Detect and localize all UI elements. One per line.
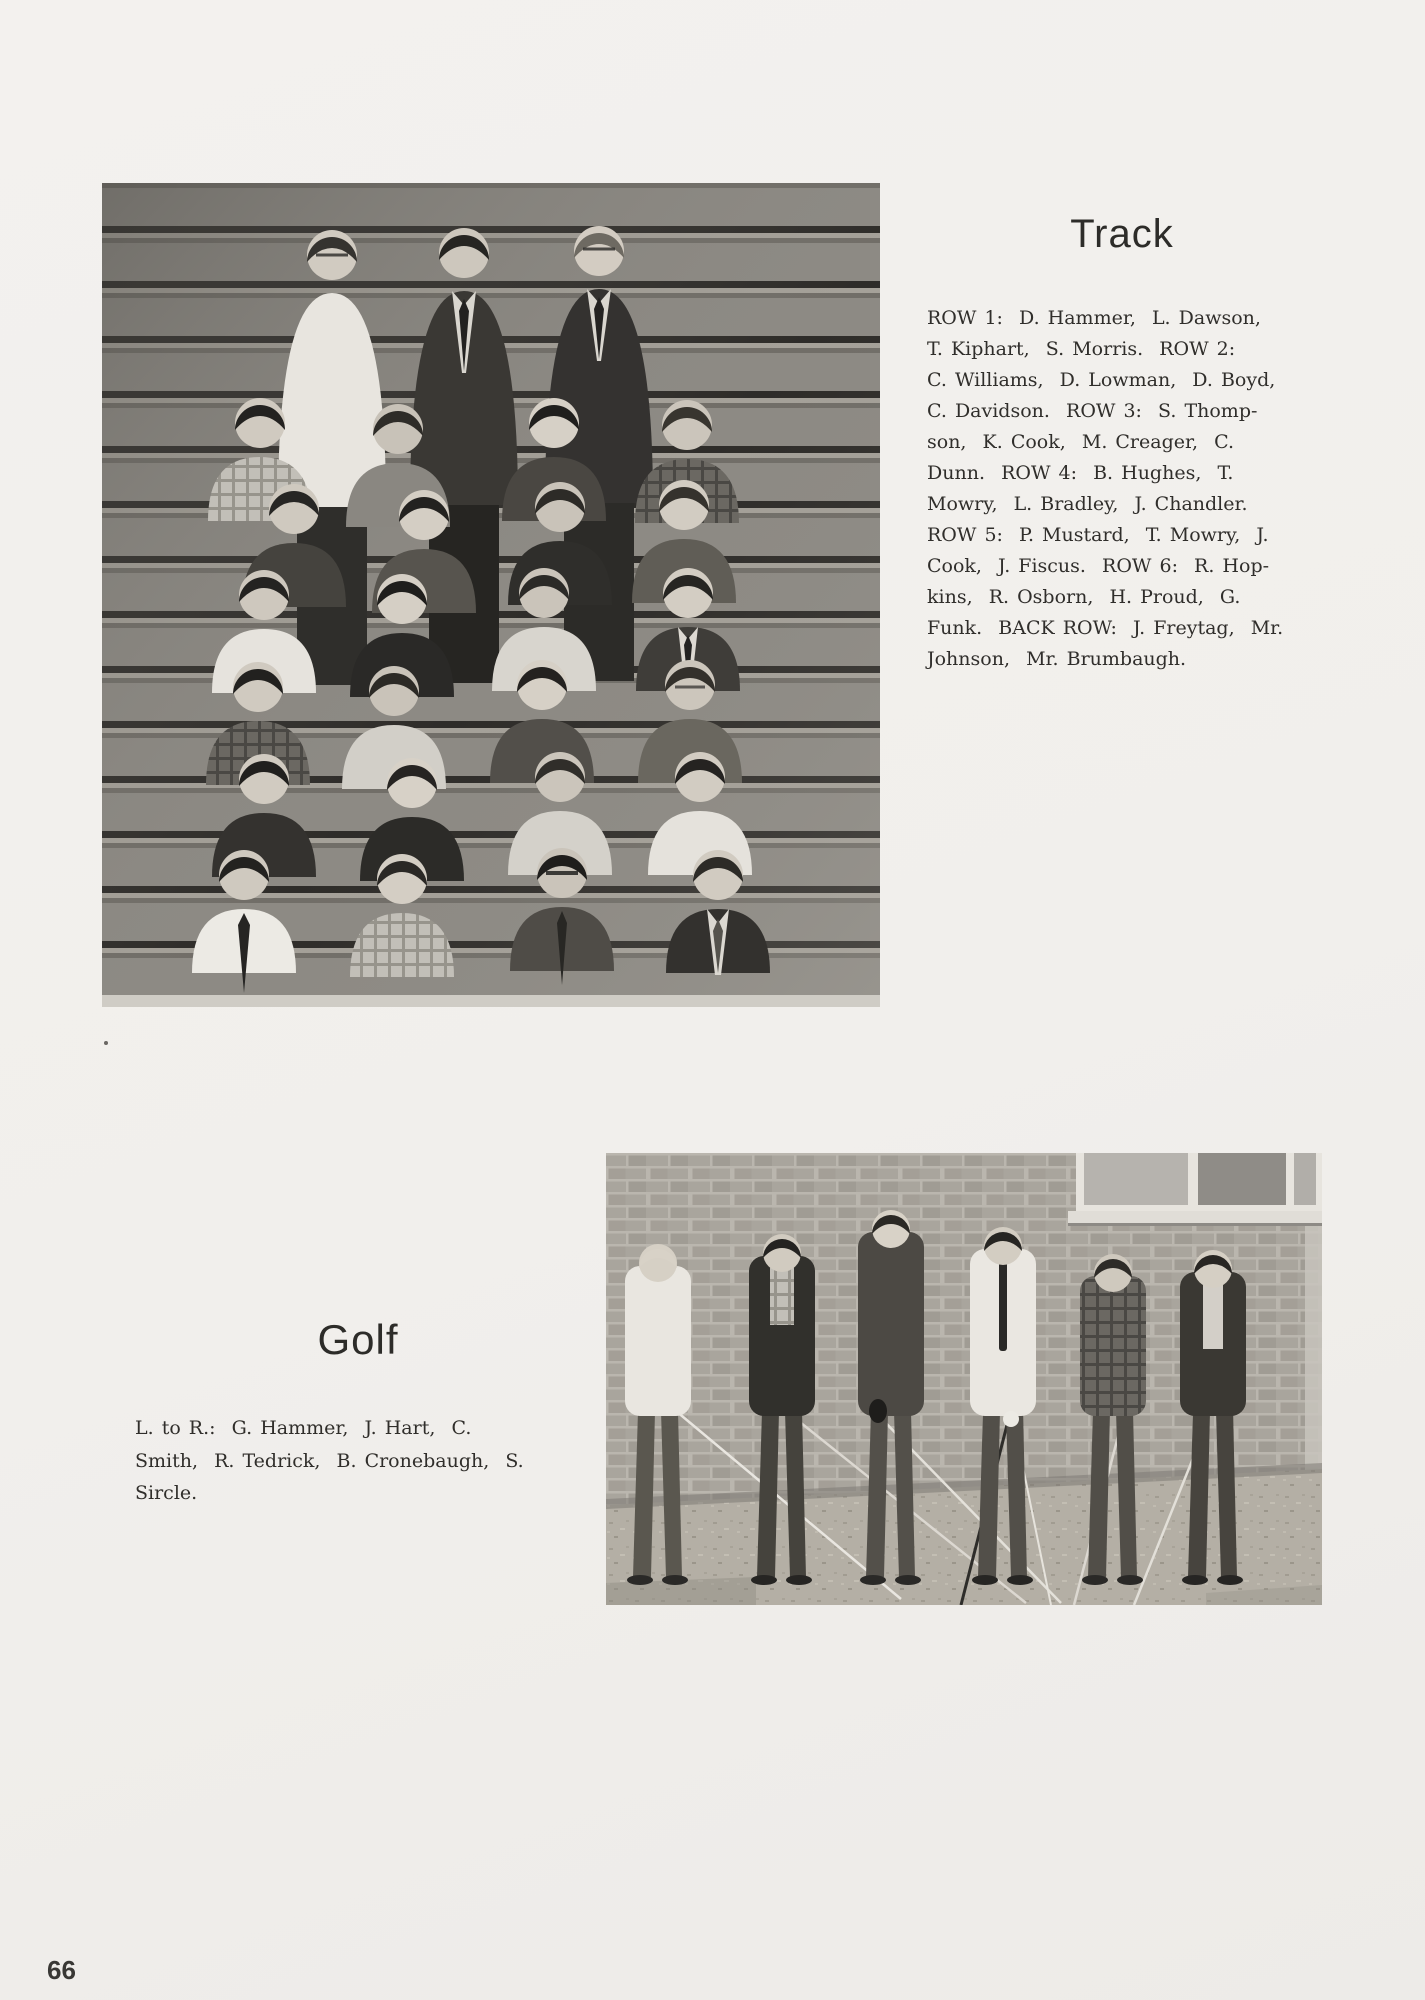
- caption-line: kins, R. Osborn, H. Proud, G.: [927, 586, 1241, 608]
- caption-line: T. Kiphart, S. Morris. ROW 2:: [927, 338, 1236, 360]
- golf-caption: [135, 1412, 595, 1510]
- caption-line: Dunn. ROW 4: B. Hughes, T.: [927, 462, 1234, 484]
- caption-line: ROW 1: D. Hammer, L. Dawson,: [927, 307, 1261, 329]
- track-caption: [927, 303, 1337, 675]
- caption-line: Funk. BACK ROW: J. Freytag, Mr.: [927, 617, 1284, 639]
- caption-line: ROW 5: P. Mustard, T. Mowry, J.: [927, 524, 1269, 546]
- golf-team-photo: [606, 1153, 1322, 1605]
- caption-line: son, K. Cook, M. Creager, C.: [927, 431, 1235, 453]
- page-number: 66: [47, 1955, 76, 1985]
- window: [1068, 1153, 1322, 1226]
- caption-line: Cook, J. Fiscus. ROW 6: R. Hop-: [927, 555, 1270, 577]
- caption-line: Smith, R. Tedrick, B. Cronebaugh, S.: [135, 1449, 524, 1472]
- stray-ink-mark: [104, 1041, 108, 1045]
- golf-section-heading: Golf: [317, 1316, 399, 1363]
- caption-line: Sircle.: [135, 1482, 198, 1504]
- caption-line: C. Davidson. ROW 3: S. Thomp-: [927, 400, 1258, 422]
- caption-line: Mowry, L. Bradley, J. Chandler.: [927, 493, 1248, 515]
- caption-line: C. Williams, D. Lowman, D. Boyd,: [927, 369, 1276, 391]
- caption-line: L. to R.: G. Hammer, J. Hart, C.: [135, 1417, 472, 1439]
- track-section-heading: Track: [1070, 212, 1174, 256]
- track-team-photo: [102, 183, 880, 1007]
- caption-line: Johnson, Mr. Brumbaugh.: [927, 648, 1187, 670]
